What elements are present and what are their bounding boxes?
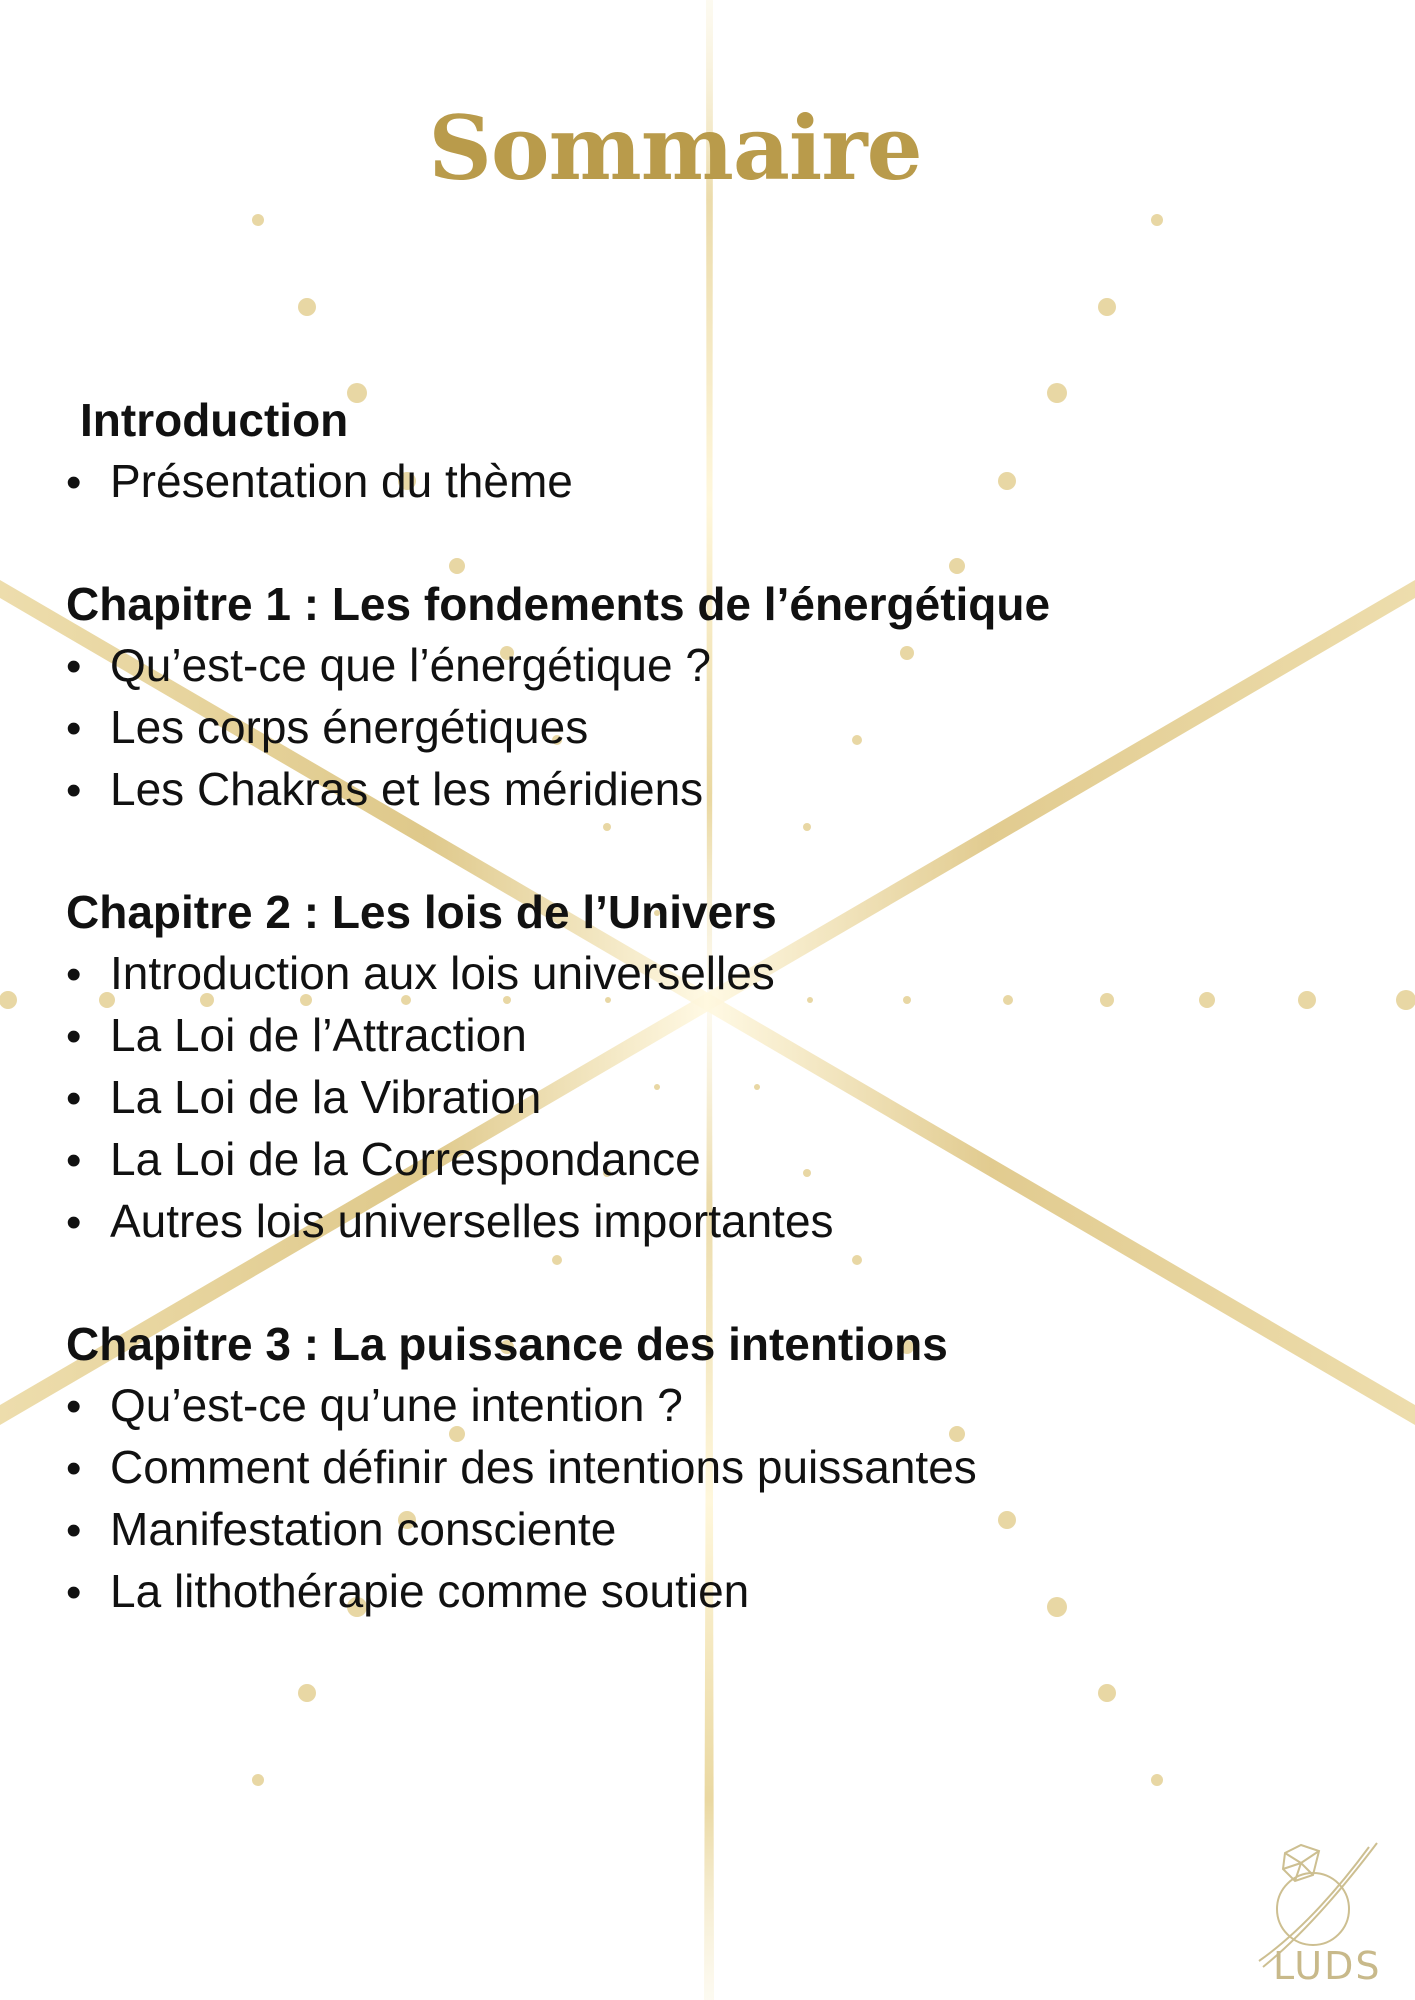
toc-item-label: Présentation du thème [110,455,573,507]
bullet-icon: • [66,1382,82,1431]
dot [1151,214,1163,226]
toc-item-label: Qu’est-ce que l’énergétique ? [110,639,711,691]
bullet-icon: • [66,1198,82,1247]
toc-item-label: Qu’est-ce qu’une intention ? [110,1379,683,1431]
dot [298,298,316,316]
toc-item-label: La Loi de l’Attraction [110,1009,527,1061]
toc-item-label: Manifestation consciente [110,1503,617,1555]
section-heading: Chapitre 1 : Les fondements de l’énergétique [66,578,1051,630]
toc-item [66,1005,1166,1067]
toc-item [66,697,1166,759]
bullet-icon: • [66,1568,82,1617]
bullet-icon: • [66,766,82,815]
toc-item-label: La Loi de la Correspondance [110,1133,701,1185]
bullet-icon: • [66,950,82,999]
bullet-icon: • [66,1506,82,1555]
section-heading: Chapitre 3 : La puissance des intentions [66,1318,948,1370]
dot [1098,298,1116,316]
dot [252,1774,264,1786]
bullet-icon: • [66,1074,82,1123]
toc-section [66,574,1166,821]
toc-item [66,1191,1166,1253]
toc-section [66,1314,1166,1623]
toc-item [66,1129,1166,1191]
toc-item [66,1561,1166,1623]
dot [1151,1774,1163,1786]
toc-item [66,759,1166,821]
toc-item-label: Comment définir des intentions puissantes [110,1441,977,1493]
dot [1298,991,1316,1009]
toc-item [66,451,1166,513]
toc-item [66,635,1166,697]
table-of-contents [66,390,1166,1684]
toc-item [66,943,1166,1005]
section-heading: Chapitre 2 : Les lois de l’Univers [66,886,777,938]
logo-text: LUDS [1273,1944,1382,1988]
toc-item [66,1499,1166,1561]
bullet-icon: • [66,642,82,691]
bullet-icon: • [66,704,82,753]
toc-section [66,882,1166,1253]
toc-item [66,1067,1166,1129]
bullet-icon: • [66,1136,82,1185]
toc-item-label: Les Chakras et les méridiens [110,763,704,815]
toc-item-label: Introduction aux lois universelles [110,947,775,999]
dot [1396,990,1415,1010]
toc-item-label: La Loi de la Vibration [110,1071,542,1123]
page-title: Sommaire [428,96,922,200]
dot [252,214,264,226]
dot [0,991,17,1009]
toc-item-label: La lithothérapie comme soutien [110,1565,750,1617]
bullet-icon: • [66,1444,82,1493]
dot [298,1684,316,1702]
dot [1199,992,1215,1008]
dot [1098,1684,1116,1702]
toc-item [66,1437,1166,1499]
bullet-icon: • [66,1012,82,1061]
section-heading: Introduction [80,394,349,446]
toc-section [66,390,1166,513]
toc-item-label: Les corps énergétiques [110,701,589,753]
toc-item [66,1375,1166,1437]
toc-item-label: Autres lois universelles importantes [110,1195,834,1247]
bullet-icon: • [66,458,82,507]
